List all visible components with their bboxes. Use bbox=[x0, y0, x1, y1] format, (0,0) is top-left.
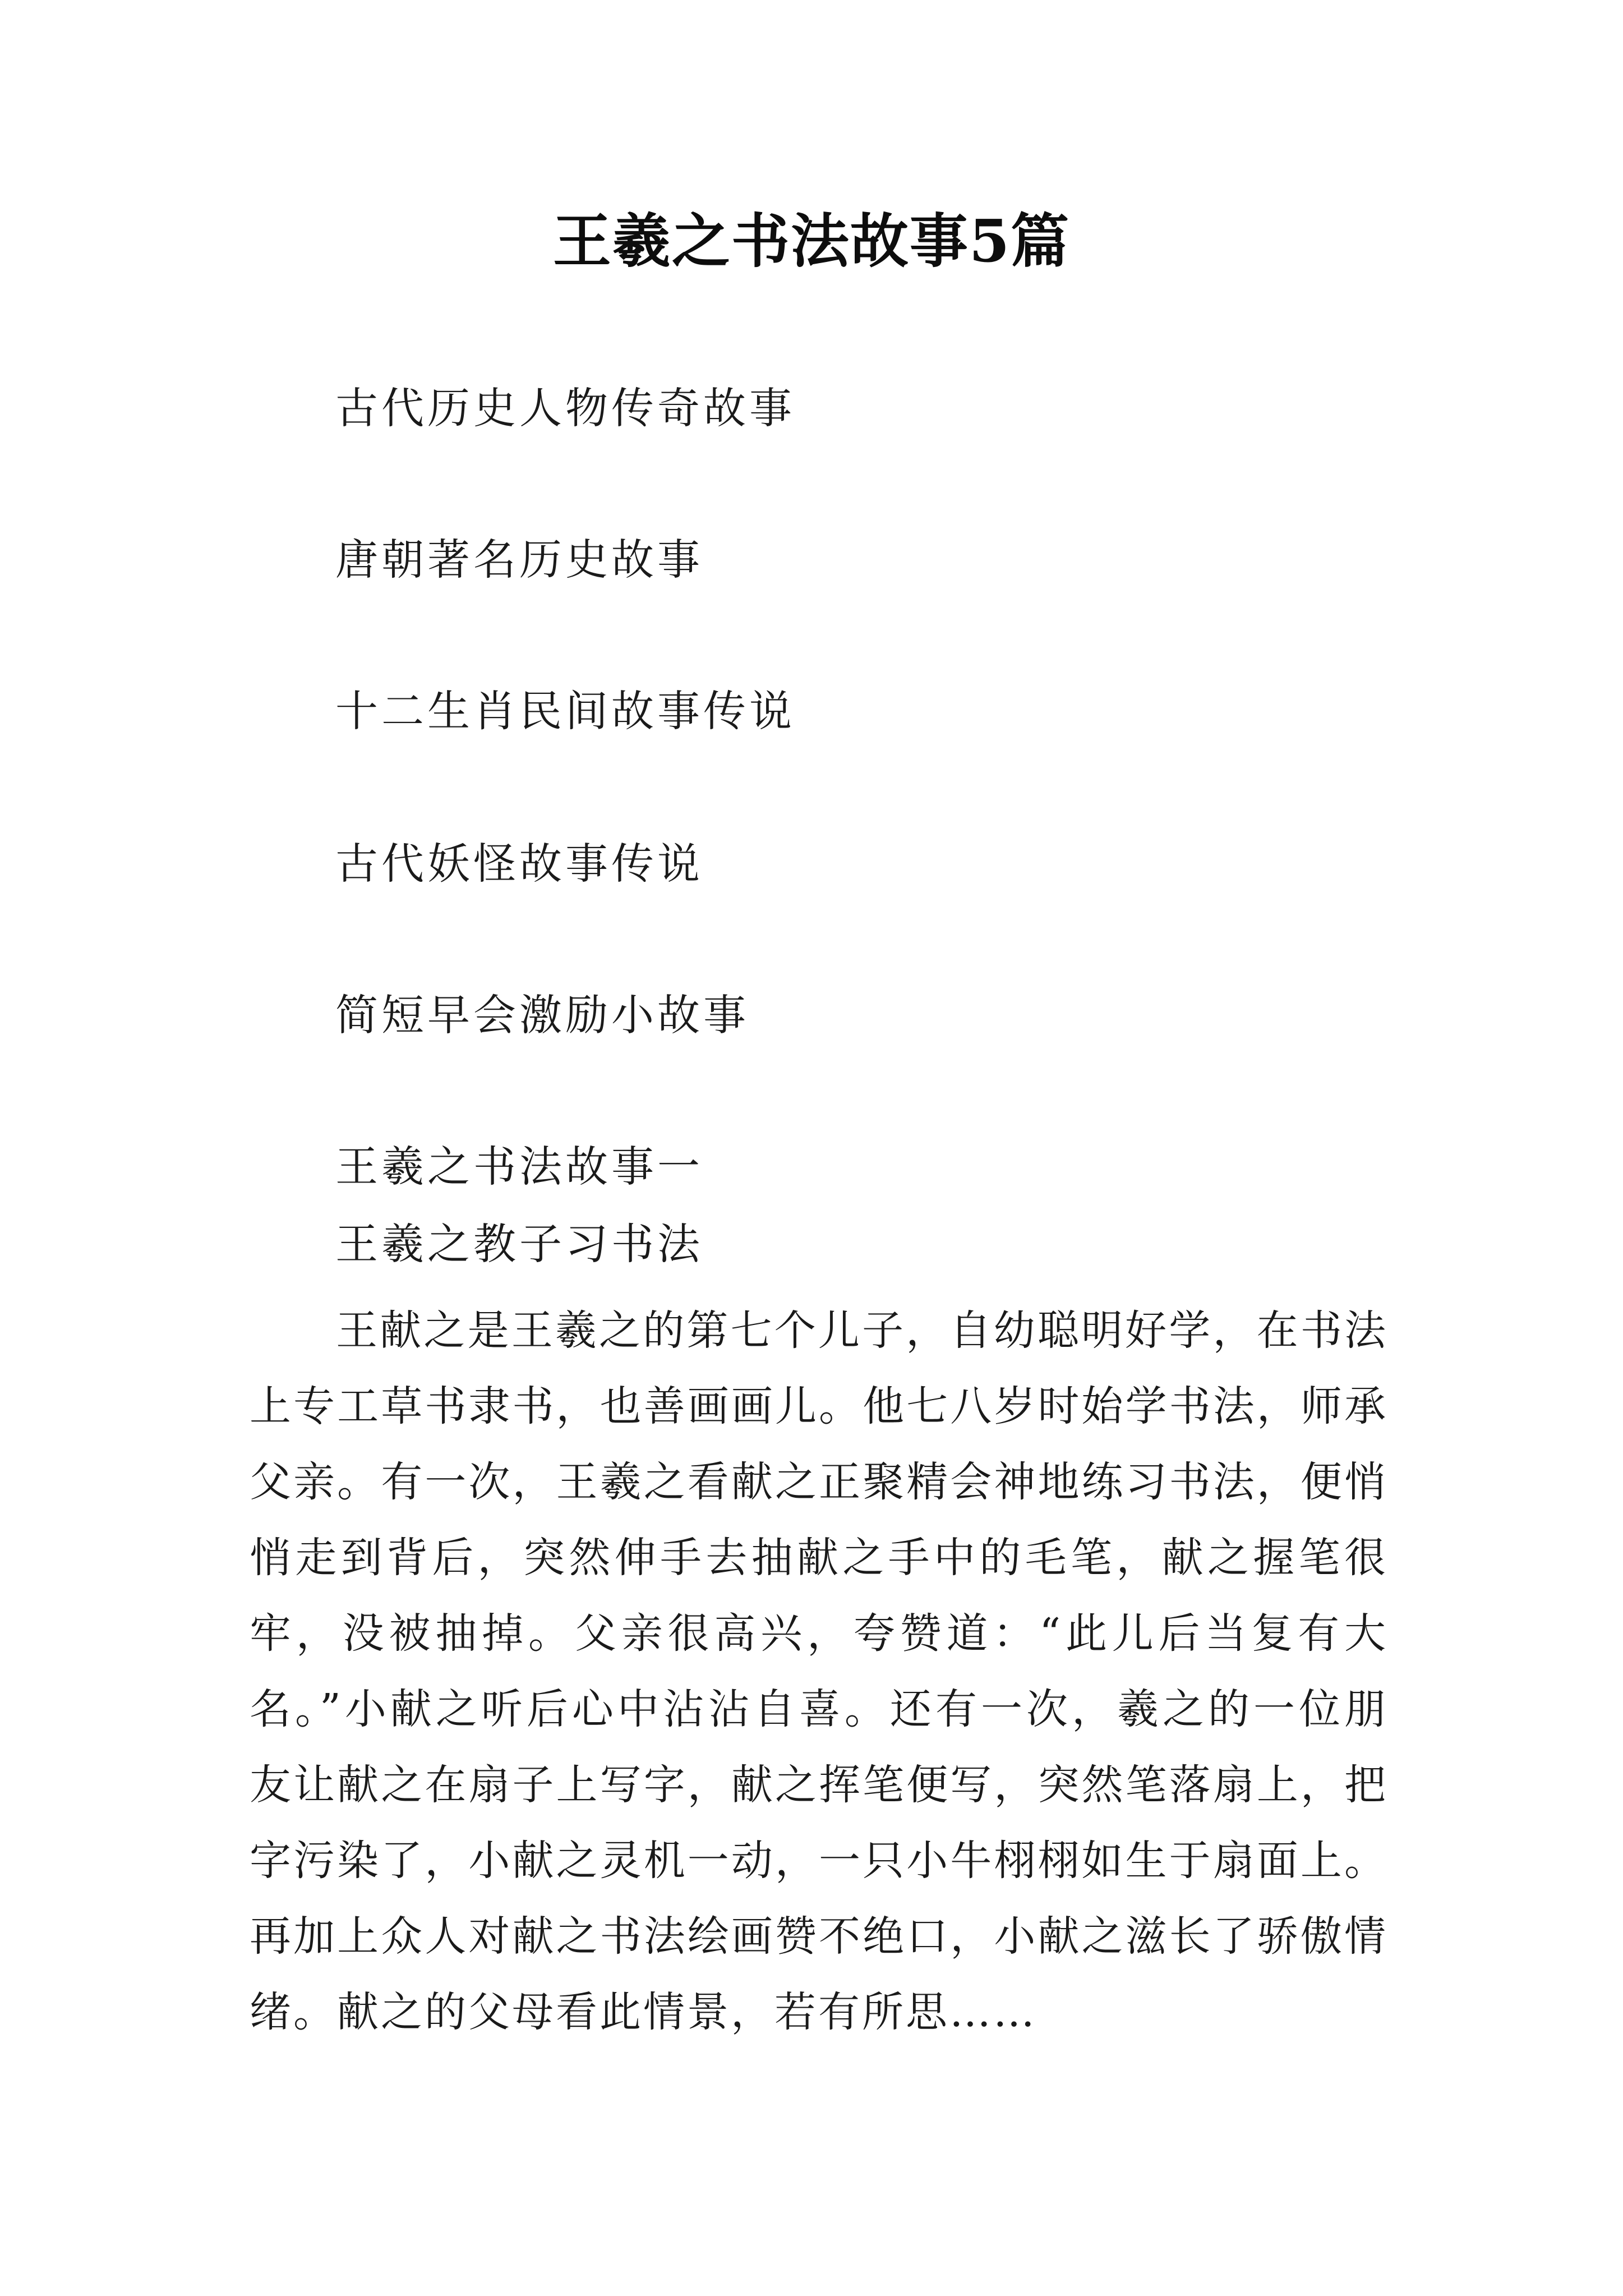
story-title: 王羲之教子习书法 bbox=[335, 1219, 703, 1269]
related-link-4[interactable]: 古代妖怪故事传说 bbox=[335, 839, 703, 889]
related-link-1[interactable]: 古代历史人物传奇故事 bbox=[335, 383, 795, 433]
document-title: 王羲之书法故事5篇 bbox=[552, 206, 1071, 275]
section-heading: 王羲之书法故事一 bbox=[335, 1142, 703, 1191]
related-link-2[interactable]: 唐朝著名历史故事 bbox=[335, 535, 703, 585]
related-link-5[interactable]: 简短早会激励小故事 bbox=[335, 990, 749, 1040]
story-paragraph: 王献之是王羲之的第七个儿子，自幼聪明好学，在书法上专工草书隶书，也善画画儿。他七八岁时始学书法，师承父亲。有一次，王羲之看献之正聚精会神地练习书法，便悄悄走到背后，突然伸手去抽献之手中的毛笔，献之握笔很牢，没被抽掉。父亲很高兴，夸赞道：“此儿后当复有大名。”小献之听后心中沾沾自喜。还有一次，羲之的一位朋友让献之在扇子上写字，献之挥笔便写，突然笔落扇上，把字污染了，小献之灵机一动，一只小牛栩栩如生于扇面上。再加上众人对献之书法绘画赞不绝口，小献之滋长了骄傲情绪。献之的父母看此情景，若有所思…… bbox=[250, 1306, 1388, 2036]
related-link-3[interactable]: 十二生肖民间故事传说 bbox=[335, 686, 795, 736]
